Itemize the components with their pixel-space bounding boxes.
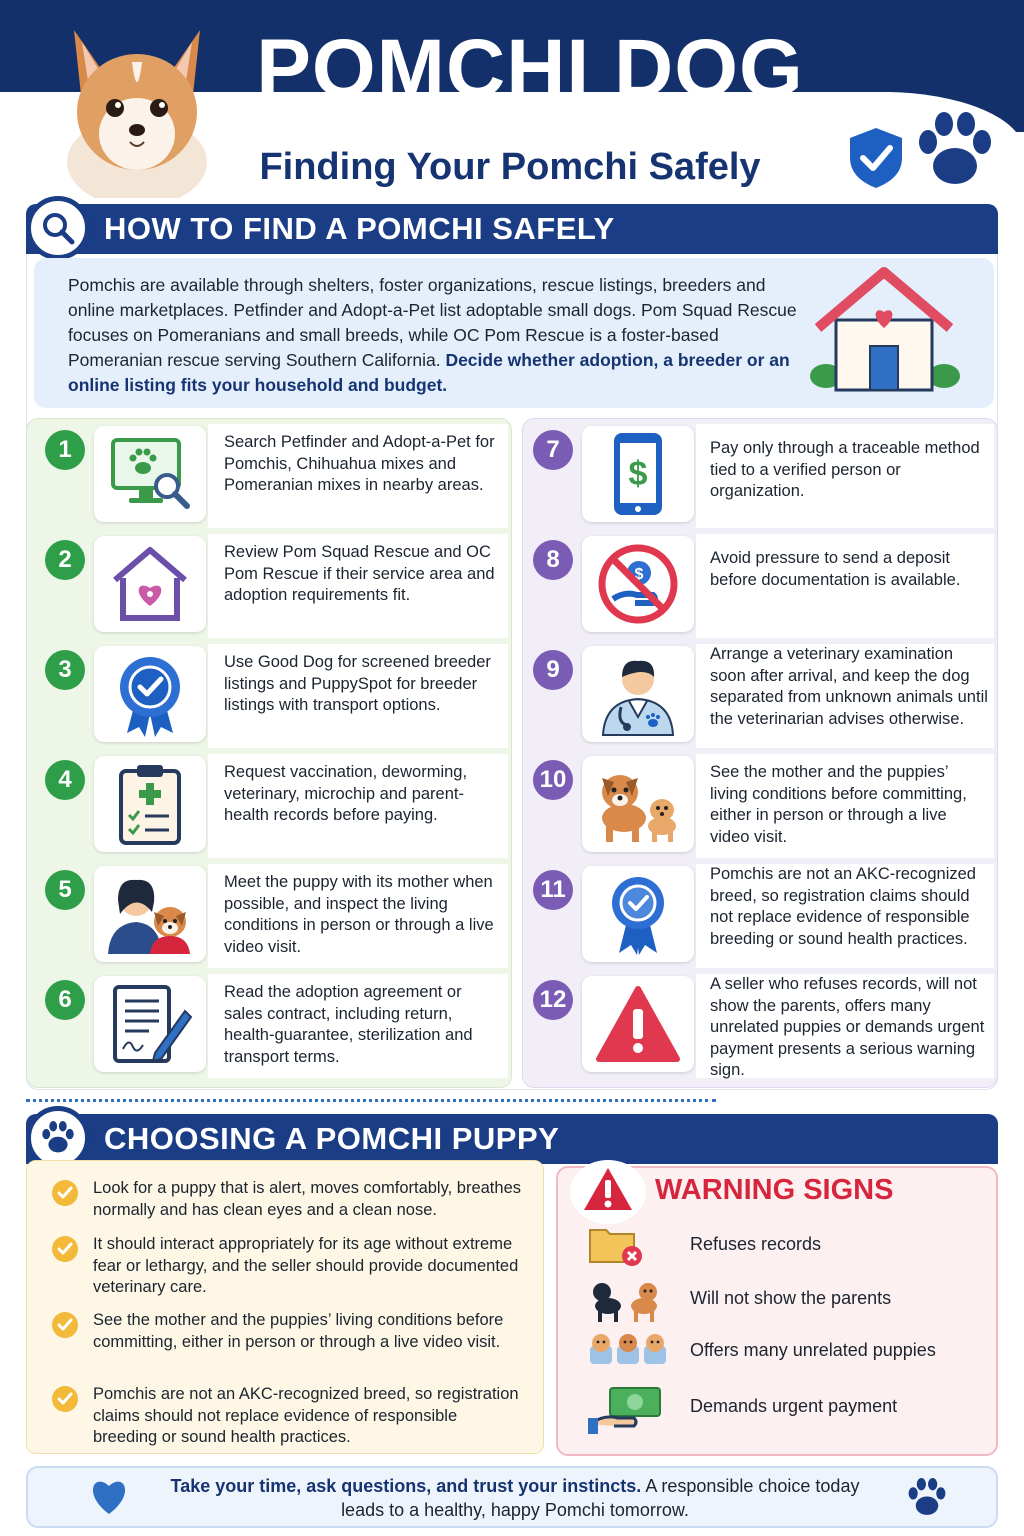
phone-payment-icon bbox=[582, 426, 694, 522]
check-icon bbox=[52, 1236, 78, 1262]
house-heart-icon bbox=[94, 536, 206, 632]
computer-search-icon bbox=[94, 426, 206, 522]
veterinarian-icon bbox=[582, 646, 694, 742]
intro-text bbox=[68, 273, 798, 398]
svg-text:$: $ bbox=[634, 566, 644, 583]
page-title: POMCHI DOG bbox=[256, 23, 804, 114]
page-subtitle: Finding Your Pomchi Safely bbox=[259, 146, 761, 188]
step-number-2: 2 bbox=[45, 540, 85, 580]
section-find-title: HOW TO FIND A POMCHI SAFELY bbox=[104, 211, 615, 246]
warning-triangle-icon bbox=[582, 1166, 634, 1212]
warning-item-text: Offers many unrelated puppies bbox=[690, 1340, 936, 1360]
puppies-icon bbox=[588, 1328, 668, 1373]
intro-paragraph: Pomchis are available through shelters, foster organizations, rescue listings, breeders and online marketplaces. Petfinder and Adopt-a-Pet list adoptable small dogs. Pom Squad Rescue focuses on Pomeranians and small breeds, while OC Pom Rescue is a foster-based Pomeranian rescue serving Southern California. bbox=[68, 275, 797, 370]
step-text-9: Arrange a veterinary examination soon after arrival, and keep the dog separated from unknown animals until the veterinarian advises otherwise. bbox=[710, 645, 988, 728]
warning-item-text: Will not show the parents bbox=[690, 1288, 892, 1308]
step-text-2: Review Pom Squad Rescue and OC Pom Rescue if their service area and adoption requirements fit. bbox=[224, 543, 495, 604]
house-heart-icon bbox=[808, 266, 960, 392]
footer-text bbox=[170, 1474, 860, 1522]
step-text-12: A seller who refuses records, will not show the parents, offers many unrelated puppies or demands urgent payment presents a serious warning sign. bbox=[710, 975, 985, 1079]
search-icon bbox=[26, 196, 90, 260]
warning-item-text: Refuses records bbox=[690, 1234, 822, 1254]
step-text-6: Read the adoption agreement or sales contract, including return, health-guarantee, sterilization and transport terms. bbox=[224, 983, 473, 1066]
step-number-6: 6 bbox=[45, 980, 85, 1020]
step-text-3: Use Good Dog for screened breeder listings and PuppySpot for breeder listings with transport options. bbox=[224, 653, 491, 714]
paw-icon bbox=[906, 1478, 948, 1518]
heart-icon bbox=[88, 1478, 130, 1516]
step-number-12: 12 bbox=[533, 980, 573, 1020]
no-deposit-icon bbox=[582, 536, 694, 632]
pomchi-dog-image bbox=[52, 12, 222, 198]
dog-parents-icon bbox=[588, 1276, 664, 1327]
contract-pen-icon bbox=[94, 976, 206, 1072]
section-find-header bbox=[26, 204, 998, 254]
warning-item-text: Demands urgent payment bbox=[690, 1396, 898, 1416]
award-badge-icon bbox=[94, 646, 206, 742]
step-number-3: 3 bbox=[45, 650, 85, 690]
section-choose-title: CHOOSING A POMCHI PUPPY bbox=[104, 1121, 560, 1156]
step-number-9: 9 bbox=[533, 650, 573, 690]
folder-x-icon bbox=[588, 1222, 644, 1273]
warning-title: WARNING SIGNS bbox=[655, 1174, 894, 1206]
footer-bold: Take your time, ask questions, and trust your instincts. bbox=[170, 1476, 642, 1496]
step-number-4: 4 bbox=[45, 760, 85, 800]
step-number-7: 7 bbox=[533, 430, 573, 470]
mother-and-puppy-icon bbox=[582, 756, 694, 852]
section-divider bbox=[26, 1099, 716, 1102]
choose-item-text: See the mother and the puppies’ living conditions before committing, either in person or through a live video visit. bbox=[93, 1311, 504, 1351]
intro-bold: Decide whether adoption, a breeder or an online listing fits your household and budget. bbox=[68, 350, 790, 395]
step-text-7: Pay only through a traceable method tied to a verified person or organization. bbox=[710, 439, 980, 500]
step-number-5: 5 bbox=[45, 870, 85, 910]
money-hand-icon bbox=[588, 1384, 664, 1439]
paw-icon bbox=[914, 112, 996, 190]
choose-item-text: Pomchis are not an AKC-recognized breed, so registration claims should not replace evidence of responsible breeding or sound health practices. bbox=[93, 1385, 519, 1446]
footer-normal: A responsible choice today leads to a healthy, happy Pomchi tomorrow. bbox=[341, 1476, 860, 1520]
step-text-8: Avoid pressure to send a deposit before documentation is available. bbox=[710, 549, 961, 589]
section-choose-header bbox=[26, 1114, 998, 1164]
person-with-puppy-icon bbox=[94, 866, 206, 962]
step-text-11: Pomchis are not an AKC-recognized breed, so registration claims should not replace evidence of responsible breeding or sound health practices. bbox=[710, 865, 976, 948]
step-text-1: Search Petfinder and Adopt-a-Pet for Pomchis, Chihuahua mixes and Pomeranian mixes in nearby areas. bbox=[224, 433, 495, 494]
step-text-10: See the mother and the puppies’ living conditions before committing, either in person or through a live video visit. bbox=[710, 763, 967, 846]
shield-check-icon bbox=[846, 126, 906, 190]
step-text-5: Meet the puppy with its mother when possible, and inspect the living conditions in person or through a live video visit. bbox=[224, 873, 494, 956]
step-number-11: 11 bbox=[533, 870, 573, 910]
ribbon-badge-icon bbox=[582, 866, 694, 962]
medical-clipboard-icon bbox=[94, 756, 206, 852]
warning-triangle-icon bbox=[582, 976, 694, 1072]
check-icon bbox=[52, 1386, 78, 1412]
step-number-8: 8 bbox=[533, 540, 573, 580]
choose-item-text: It should interact appropriately for its age without extreme fear or lethargy, and the seller should provide documented veterinary care. bbox=[93, 1235, 519, 1296]
step-number-1: 1 bbox=[45, 430, 85, 470]
svg-text:$: $ bbox=[628, 455, 648, 493]
choose-item-text: Look for a puppy that is alert, moves comfortably, breathes normally and has clean eyes and a clean nose. bbox=[93, 1179, 521, 1219]
check-icon bbox=[52, 1180, 78, 1206]
check-icon bbox=[52, 1312, 78, 1338]
step-text-4: Request vaccination, deworming, veterinary, microchip and parent-health records before paying. bbox=[224, 763, 468, 824]
step-number-10: 10 bbox=[533, 760, 573, 800]
